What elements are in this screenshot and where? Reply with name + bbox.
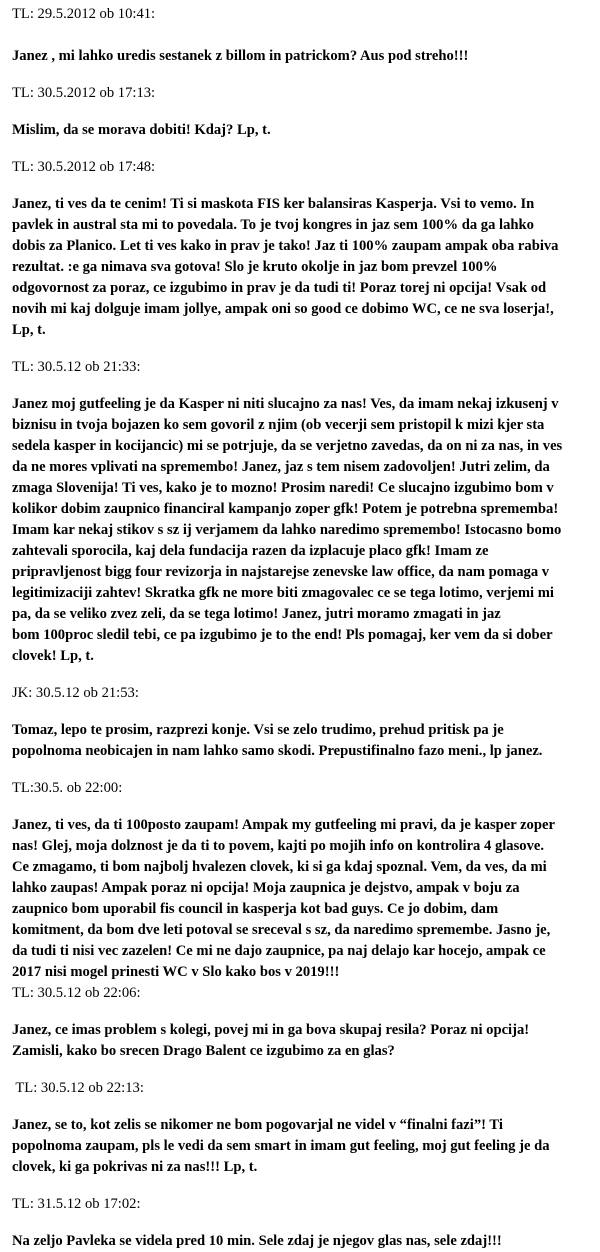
message-entry [12,983,588,1062]
message-line: zahtevali sporocila, kaj dela fundacija razen da izplacuje placo gfk! Imam ze [12,543,489,559]
message-line: Janez, se to, kot zelis se nikomer ne bom pogovarjal ne videl v “finalni fazi”! Ti [12,1117,503,1133]
message-header: TL: 30.5.12 ob 22:06: [12,985,141,1001]
message-line: sedela kasper in kocijancic) mi se potrjuje, da se verjetno zavedas, da on ni za nas, in ves [12,438,563,454]
message-header: TL: 30.5.2012 ob 17:13: [12,85,156,101]
message-line: legitimizaciji zahtev! Skratka gfk ne more biti zmagovalec ce se tega lotimo, verjemi mi [12,585,554,601]
message-line: rezultat. :e ga nimava sva gotova! Slo je kruto okolje in jaz bom prevzel 100% [12,259,498,275]
message-line: novih mi kaj dolguje imam jollye, ampak oni so good ce dobimo WC, ce ne sva loserja!, [12,301,554,317]
message-line: pa, da se veliko zvez zeli, da se tega lotimo! Janez, jutri moramo zmagati in jaz [12,606,501,622]
message-line: pripravljenost bigg four revizorja in najstarejse zenevske law office, da nam pomaga v [12,564,550,580]
message-body [12,815,588,983]
message-body [12,394,588,667]
message-line: da ne mores vplivati na spremembo! Janez, jaz s tem nisem zadovoljen! Jutri zelim, da [12,459,550,475]
message-entry [12,683,588,762]
message-entry [12,4,588,67]
message-line: nas! Glej, moja dolznost je da ti to povem, kajti po mojih info on kontrolira 4 glasove. [12,838,544,854]
message-entry [12,357,588,667]
message-header: TL: 31.5.12 ob 17:02: [12,1196,141,1212]
message-line: lahko zaupas! Ampak poraz ni opcija! Moja zaupnica je dejstvo, ampak v boju za [12,880,520,896]
message-line: bom 100proc sledil tebi, ce pa izgubimo je to the end! Pls pomagaj, ker vem da si dober [12,627,553,643]
message-body [12,120,588,141]
message-line: popolnoma neobicajen in nam lahko samo skodi. Prepustifinalno fazo meni., lp janez. [12,743,543,759]
message-header: TL: 29.5.2012 ob 10:41: [12,6,156,22]
message-line: Lp, t. [12,322,46,338]
message-entry [12,83,588,141]
message-line: 2017 nisi mogel prinesti WC v Slo kako bos v 2019!!! [12,964,340,980]
message-header: TL: 30.5.12 ob 22:13: [12,1080,144,1096]
message-entry [12,1194,588,1252]
message-line: Zamisli, kako bo srecen Drago Balent ce izgubimo za en glas? [12,1043,395,1059]
message-header: TL: 30.5.2012 ob 17:48: [12,159,156,175]
message-line: Ce zmagamo, ti bom najbolj hvalezen clovek, ki si ga kdaj spoznal. Vem, da ves, da mi [12,859,547,875]
message-header: TL:30.5. ob 22:00: [12,780,123,796]
message-line: Janez moj gutfeeling je da Kasper ni niti slucajno za nas! Ves, da imam nekaj izkusenj v [12,396,559,412]
message-line: biznisu in tvoja bojazen ko sem govoril z njim (ob vecerji sem pristopil k mizi kjer sta [12,417,545,433]
message-header: TL: 30.5.12 ob 21:33: [12,359,141,375]
message-line: Janez, ti ves, da ti 100posto zaupam! Ampak my gutfeeling mi pravi, da je kasper zoper [12,817,555,833]
message-line: dobis za Planico. Let ti ves kako in prav je tako! Jaz ti 100% zaupam ampak oba rabiva [12,238,559,254]
message-line: da tudi ti nisi vec zazelen! Ce mi ne dajo zaupnice, pa naj delajo kar hocejo, ampak ce [12,943,546,959]
message-line: pavlek in austral sta mi to povedala. To je tvoj kongres in jaz sem 100% da ga lahko [12,217,534,233]
message-line: Janez, ti ves da te cenim! Ti si maskota FIS ker balansiras Kasperja. Vsi to vemo. In [12,196,535,212]
message-line: komitment, da bom dve leti potoval se sreceval s sz, da naredimo spremembe. Jasno je, [12,922,551,938]
message-body [12,46,588,67]
message-body [12,1020,588,1062]
message-line: Janez, ce imas problem s kolegi, povej mi in ga bova skupaj resila? Poraz ni opcija! [12,1022,530,1038]
message-body [12,1115,588,1178]
message-line: clovek, ki ga pokrivas ni za nas!!! Lp, t. [12,1159,258,1175]
message-line: zaupnico bom uporabil fis council in kasperja kot bad guys. Ce jo dobim, dam [12,901,499,917]
message-header: JK: 30.5.12 ob 21:53: [12,685,139,701]
message-line: odgovornost za poraz, ce izgubimo in prav je da tudi ti! Poraz torej ni opcija! Vsak od [12,280,547,296]
message-entry [12,157,588,341]
message-body [12,720,588,762]
message-line: Tomaz, lepo te prosim, razprezi konje. Vsi se zelo trudimo, prehud pritisk pa je [12,722,504,738]
message-line: popolnoma zaupam, pls le vedi da sem smart in imam gut feeling, moj gut feeling je da [12,1138,550,1154]
message-line: clovek! Lp, t. [12,648,94,664]
message-entry [12,778,588,983]
message-line: Imam kar nekaj stikov s sz ij verjamem da lahko naredimo spremembo! Istocasno bomo [12,522,562,538]
message-line: Janez , mi lahko uredis sestanek z billom in patrickom? Aus pod streho!!! [12,48,469,64]
message-body [12,1231,588,1252]
message-line: kolikor dobim zaupnico financiral kampanjo zoper gfk! Potem je potrebna sprememba! [12,501,559,517]
message-line: zmaga Slovenija! Ti ves, kako je to mozno! Prosim naredi! Ce slucajno izgubimo bom v [12,480,554,496]
message-body [12,194,588,341]
message-line: Mislim, da se morava dobiti! Kdaj? Lp, t. [12,122,271,138]
message-line: Na zeljo Pavleka se videla pred 10 min. Sele zdaj je njegov glas nas, sele zdaj!!! [12,1233,502,1249]
message-entry [12,1078,588,1178]
